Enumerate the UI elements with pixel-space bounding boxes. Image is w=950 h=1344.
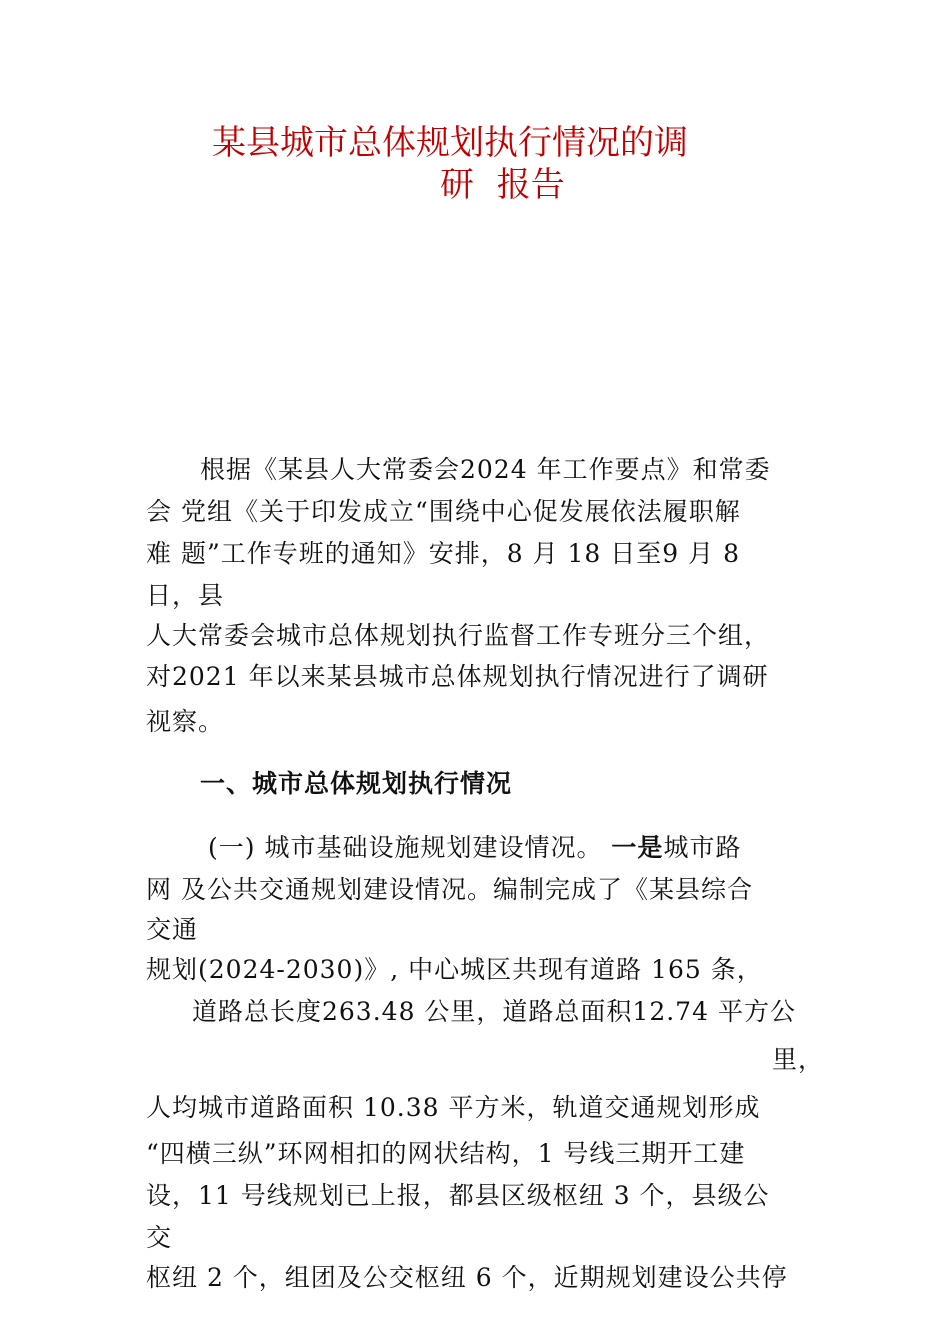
intro-line-4: 日，县 (146, 581, 225, 610)
document-title-line-2: 研 报告 (440, 165, 565, 205)
intro-line-5: 人大常委会城市总体规划执行监督工作专班分三个组， (146, 621, 771, 650)
body-line-4: 道路总长度263.48 公里，道路总面积12.74 平方公 (192, 997, 796, 1026)
subsection-rest: 城市路 (663, 833, 742, 862)
intro-line-2: 会 党组《关于印发成立“围绕中心促发展依法履职解 (146, 497, 741, 526)
subsection-line (208, 832, 741, 864)
body-line-1: 网 及公共交通规划建设情况。编制完成了《某县综合 (146, 875, 753, 904)
intro-line-6: 对2021 年以来某县城市总体规划执行情况进行了调研 (146, 662, 769, 691)
body-line-5: 里， (772, 1045, 825, 1074)
intro-line-1: 根据《某县人大常委会2024 年工作要点》和常委 (200, 455, 771, 484)
section-heading: 一、城市总体规划执行情况 (200, 769, 513, 798)
document-title-line-1: 某县城市总体规划执行情况的调 (212, 123, 688, 163)
subsection-bold-marker: 一是 (611, 833, 664, 862)
body-line-7: “四横三纵”环网相扣的网状结构，1 号线三期开工建 (146, 1139, 746, 1168)
body-line-9: 交 (146, 1223, 173, 1252)
subsection-title: (一) 城市基础设施规划建设情况。 (208, 833, 603, 862)
intro-line-7: 视察。 (146, 707, 225, 736)
body-line-2: 交通 (146, 915, 199, 944)
body-line-8: 设，11 号线规划已上报，都县区级枢纽 3 个，县级公 (146, 1181, 770, 1210)
intro-line-3: 难 题”工作专班的通知》安排，8 月 18 日至9 月 8 (146, 539, 740, 568)
body-line-3: 规划(2024-2030)》, 中心城区共现有道路 165 条， (146, 955, 763, 984)
body-line-10: 枢纽 2 个，组团及公交枢纽 6 个，近期规划建设公共停 (146, 1263, 788, 1292)
body-line-6: 人均城市道路面积 10.38 平方米，轨道交通规划形成 (146, 1093, 761, 1122)
